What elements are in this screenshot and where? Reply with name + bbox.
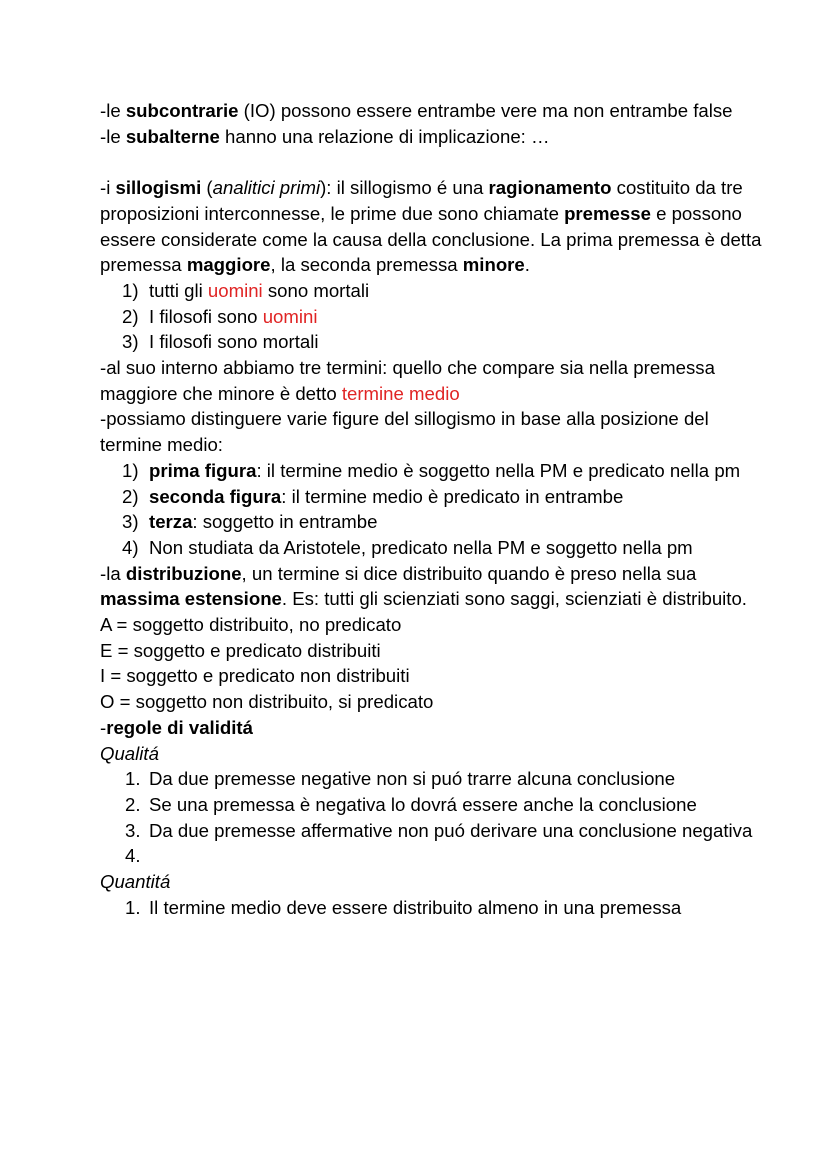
text: -le bbox=[100, 125, 126, 147]
type-o-line: O = soggetto non distribuito, si predicato bbox=[100, 691, 434, 713]
rules-title: regole di validitá bbox=[106, 716, 253, 738]
list-item bbox=[100, 843, 768, 869]
term-minore: minore bbox=[462, 254, 525, 276]
list-item bbox=[100, 895, 768, 921]
text: : soggetto in entrambe bbox=[192, 511, 378, 533]
list-item bbox=[100, 766, 768, 792]
subalterne-line bbox=[100, 124, 768, 150]
text: sono mortali bbox=[262, 279, 370, 301]
text: I filosofi sono bbox=[149, 305, 263, 327]
text: - bbox=[100, 716, 107, 738]
term-premesse: premesse bbox=[564, 202, 651, 224]
list-number: 3) bbox=[122, 511, 139, 533]
text: . bbox=[524, 254, 530, 276]
sillogismi-paragraph bbox=[100, 175, 768, 278]
list-number: 3. bbox=[125, 819, 141, 841]
text: Se una premessa è negativa lo dovrá essere anche la conclusione bbox=[149, 793, 697, 815]
list-number: 1) bbox=[122, 459, 139, 481]
text: : il termine medio è predicato in entrambe bbox=[281, 485, 624, 507]
list-number: 4) bbox=[122, 536, 139, 558]
text: , la seconda premessa bbox=[270, 254, 463, 276]
text: I filosofi sono mortali bbox=[149, 331, 319, 353]
text: : il termine medio è soggetto nella PM e predicato nella pm bbox=[256, 459, 741, 481]
term-maggiore: maggiore bbox=[186, 254, 271, 276]
term-terza: terza bbox=[149, 511, 193, 533]
text: -al suo interno abbiamo tre termini: quello che compare sia nella premessa maggiore che minore è detto bbox=[100, 357, 715, 404]
text: Il termine medio deve essere distribuito almeno in una premessa bbox=[149, 896, 682, 918]
type-i-line: I = soggetto e predicato non distribuiti bbox=[100, 665, 410, 687]
text: hanno una relazione di implicazione: … bbox=[219, 125, 550, 147]
highlight-termine-medio: termine medio bbox=[341, 382, 460, 404]
quality-title: Qualitá bbox=[100, 742, 159, 764]
term-massima-estensione: massima estensione bbox=[100, 588, 282, 610]
list-item bbox=[100, 535, 768, 561]
text: ): il sillogismo é una bbox=[320, 177, 489, 199]
term-seconda-figura: seconda figura bbox=[149, 485, 282, 507]
quantity-title: Quantitá bbox=[100, 871, 171, 893]
list-item bbox=[100, 792, 768, 818]
term-sillogismi: sillogismi bbox=[115, 177, 202, 199]
term-subcontrarie: subcontrarie bbox=[125, 100, 239, 121]
list-item bbox=[100, 278, 768, 304]
text: tutti gli bbox=[149, 279, 208, 301]
syllogism-example-list bbox=[100, 278, 768, 355]
text: e possono essere considerate come la causa della conclusione. La prima premessa è detta premessa bbox=[100, 202, 762, 276]
text: . Es: tutti gli scienziati sono saggi, scienziati è distribuito. bbox=[281, 588, 747, 610]
list-item bbox=[100, 458, 768, 484]
list-item bbox=[100, 818, 768, 844]
list-number: 2. bbox=[125, 793, 141, 815]
term-distribuzione: distribuzione bbox=[125, 562, 242, 584]
list-item bbox=[100, 329, 768, 355]
quality-rules-list bbox=[100, 766, 768, 869]
type-e-line: E = soggetto e predicato distribuiti bbox=[100, 639, 381, 661]
term-subalterne: subalterne bbox=[125, 125, 220, 147]
list-item bbox=[100, 484, 768, 510]
quantity-rules-list bbox=[100, 895, 768, 921]
list-number: 1) bbox=[122, 279, 139, 301]
text: Non studiata da Aristotele, predicato nella PM e soggetto nella pm bbox=[149, 536, 693, 558]
distribuzione-paragraph bbox=[100, 561, 768, 612]
quality-heading bbox=[100, 741, 768, 767]
text: -la bbox=[100, 562, 126, 584]
list-number: 2) bbox=[122, 485, 139, 507]
figures-intro: -possiamo distinguere varie figure del sillogismo in base alla posizione del termine medio: bbox=[100, 408, 709, 456]
quantity-heading bbox=[100, 869, 768, 895]
terms-paragraph bbox=[100, 355, 768, 406]
list-number: 3) bbox=[122, 331, 139, 353]
text: -i bbox=[100, 177, 116, 199]
italic-analitici-primi: analitici primi bbox=[212, 177, 321, 199]
text: costituito da tre proposizioni interconnesse, le prime due sono chiamate bbox=[100, 177, 743, 224]
figures-list bbox=[100, 458, 768, 561]
highlight-uomini: uomini bbox=[207, 279, 263, 301]
list-number: 1. bbox=[125, 896, 141, 918]
text: (IO) possono essere entrambe vere ma non entrambe false bbox=[238, 100, 733, 121]
highlight-uomini: uomini bbox=[262, 305, 318, 327]
list-item bbox=[100, 509, 768, 535]
term-ragionamento: ragionamento bbox=[488, 177, 612, 199]
blank-line bbox=[100, 149, 768, 175]
rules-heading bbox=[100, 715, 768, 741]
list-item bbox=[100, 304, 768, 330]
text: , un termine si dice distribuito quando è preso nella sua bbox=[241, 562, 697, 584]
text: Da due premesse affermative non puó derivare una conclusione negativa bbox=[149, 819, 753, 841]
term-prima-figura: prima figura bbox=[149, 459, 257, 481]
text: Da due premesse negative non si puó trarre alcuna conclusione bbox=[149, 768, 676, 790]
list-number: 4. bbox=[125, 845, 141, 867]
list-number: 1. bbox=[125, 768, 141, 790]
subcontrarie-line bbox=[100, 98, 768, 124]
type-a-line: A = soggetto distribuito, no predicato bbox=[100, 614, 402, 636]
text: ( bbox=[201, 177, 213, 199]
list-number: 2) bbox=[122, 305, 139, 327]
text: -le bbox=[100, 100, 126, 121]
